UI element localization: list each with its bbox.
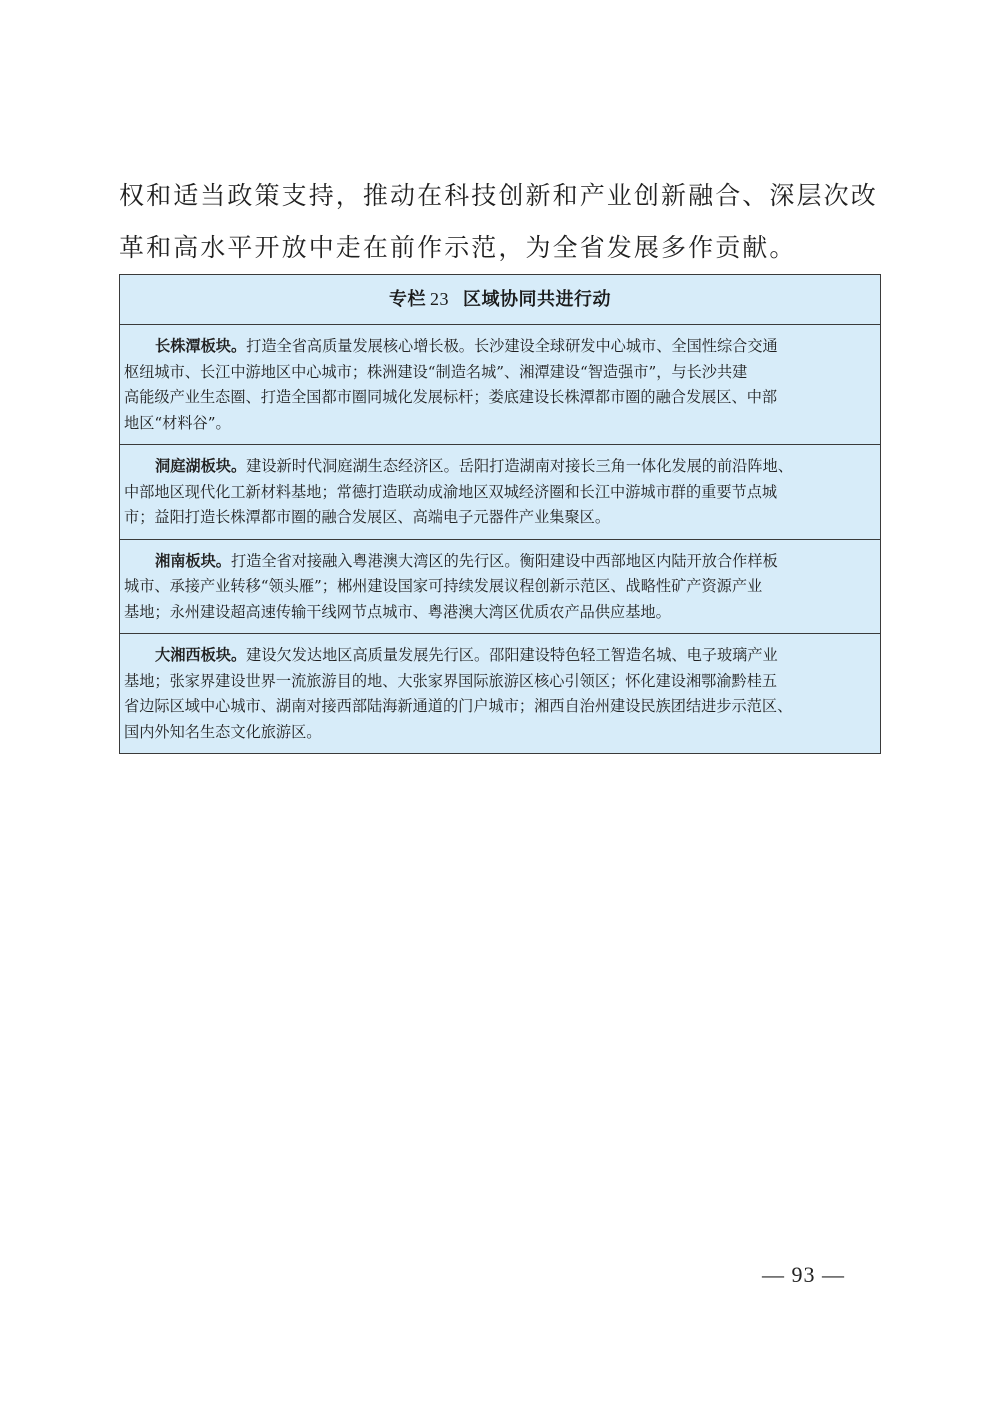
body-line: 权和适当政策支持，推动在科技创新和产业创新融合、深层次改 [119,181,878,210]
section-line: 基地；张家界建设世界一流旅游目的地、大张家界国际旅游区核心引领区；怀化建设湘鄂渝黔桂五 [124,671,778,690]
section-first-line [124,454,876,480]
section-heading: 洞庭湖板块。 [155,457,247,475]
body-paragraph [119,170,889,274]
section-line: 市；益阳打造长株潭都市圈的融合发展区、高端电子元器件产业集聚区。 [124,508,610,526]
section-line: 枢纽城市、长江中游地区中心城市；株洲建设“制造名城”、湘潭建设“智造强市”，与长沙共建 [124,362,748,381]
section-text: 建设新时代洞庭湖生态经济区。岳阳打造湖南对接长三角一体化发展的前沿阵地、 [246,457,793,475]
page-number: — 93 — [762,1262,845,1287]
section-first-line [124,643,876,669]
section-line: 中部地区现代化工新材料基地；常德打造联动成渝地区双城经济圈和长江中游城市群的重要节点城 [124,482,778,501]
section-changzhutan [120,325,880,445]
column-title-text: 区域协同共进行动 [463,289,611,310]
section-text: 打造全省对接融入粤港澳大湾区的先行区。衡阳建设中西部地区内陆开放合作样板 [230,551,778,570]
body-line: 革和高水平开放中走在前作示范，为全省发展多作贡献。 [119,233,797,262]
section-first-line [124,334,876,360]
section-line: 国内外知名生态文化旅游区。 [124,722,322,741]
section-xiangnan [120,540,880,635]
section-dongtinghu [120,445,880,540]
section-line: 地区“材料谷”。 [124,413,231,432]
section-heading: 大湘西板块。 [155,646,247,664]
section-text: 建设欠发达地区高质量发展先行区。邵阳建设特色轻工智造名城、电子玻璃产业 [246,646,778,664]
column-title-prefix: 专栏 [389,289,426,310]
column-title-number: 23 [430,289,449,309]
section-heading: 湘南板块。 [155,551,231,570]
section-first-line [124,549,876,575]
section-daxiangxi [120,634,880,753]
section-text: 打造全省高质量发展核心增长极。长沙建设全球研发中心城市、全国性综合交通 [246,337,778,355]
column-box [119,274,881,754]
section-line: 基地；永州建设超高速传输干线网节点城市、粤港澳大湾区优质农产品供应基地。 [124,602,671,621]
section-line: 省边际区域中心城市、湖南对接西部陆海新通道的门户城市；湘西自治州建设民族团结进步示范区、 [124,697,793,715]
section-line: 城市、承接产业转移“领头雁”；郴州建设国家可持续发展议程创新示范区、战略性矿产资源产业 [124,577,763,595]
section-line: 高能级产业生态圈、打造全国都市圈同城化发展标杆；娄底建设长株潭都市圈的融合发展区、中部 [124,388,778,406]
column-box-title [120,275,880,325]
section-heading: 长株潭板块。 [155,337,247,355]
